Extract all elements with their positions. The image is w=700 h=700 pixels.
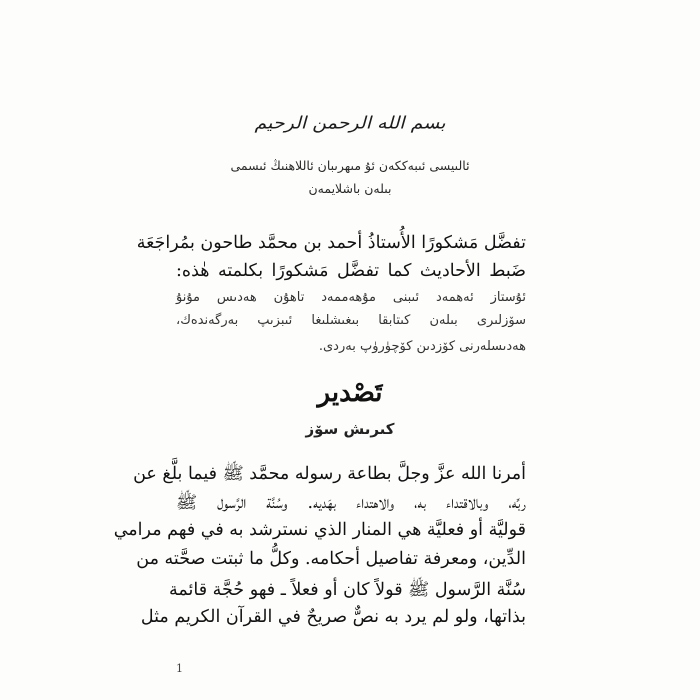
invocation-line-1: ئالىيسى ئىبەككەن ئۇ مىھرىبان ئاللاھنىڭ ئىسمى bbox=[230, 158, 470, 173]
body-line-3: قوليَّة أو فعليَّة هي المنار الذي نسترشد به في فهم مرامي bbox=[113, 520, 526, 540]
basmala-calligraphy bbox=[0, 112, 700, 134]
page-number: 1 bbox=[176, 662, 183, 675]
intro-uyghur-line-2: سۆزلىرى بىلەن كىتابقا بىغىشلىغا ئىبزىپ بەرگەندەك، bbox=[176, 313, 526, 328]
body-line-4: الدِّين، ومعرفة تفاصيل أحكامه. وكلُّ ما ثبتت صحَّته من bbox=[136, 549, 526, 569]
intro-arabic-line-2: ضَبط الأحاديث كما تفضَّل مَشكورًا بكلمته هٰذه: bbox=[176, 261, 526, 281]
body-line-5: سُنَّة الرَّسول ﷺ قولاً كان أو فعلاً ـ فهو حُجَّة قائمة bbox=[169, 580, 526, 600]
intro-uyghur-line-3: ھەدىسلەرنى كۆزدىن كۆچۈرۈپ بەردى. bbox=[318, 339, 526, 354]
section-title: تَصْدير bbox=[317, 378, 383, 408]
basmala-text: بسم الله الرحمن الرحيم bbox=[254, 113, 446, 133]
body-line-2: ربِّه، وبالاقتداء به، والاهتداء بهَديه. وسُنَّة الرَّسول ﷺ bbox=[176, 493, 526, 513]
section-subtitle: كىرىش سۆز bbox=[305, 420, 395, 438]
body-line-6: بذاتها، ولو لم يرد به نصٌّ صريحٌ في القرآن الكريم مثل bbox=[140, 607, 526, 627]
intro-arabic-line-1: تفضَّل مَشكورًا الأُستاذُ أحمد بن محمَّد طاحون بمُراجَعَة bbox=[136, 233, 526, 253]
invocation-line-2: بىلەن باشلايمەن bbox=[308, 181, 392, 196]
body-line-1: أمرنا الله عزَّ وجلَّ بطاعة رسوله محمَّد ﷺ فيما بلَّغ عن bbox=[133, 464, 526, 484]
intro-uyghur-line-1: ئۇستاز ئەھمەد ئىبنى مۇھەممەد تاھۇن ھەدىس مۇنۇ bbox=[176, 290, 526, 305]
